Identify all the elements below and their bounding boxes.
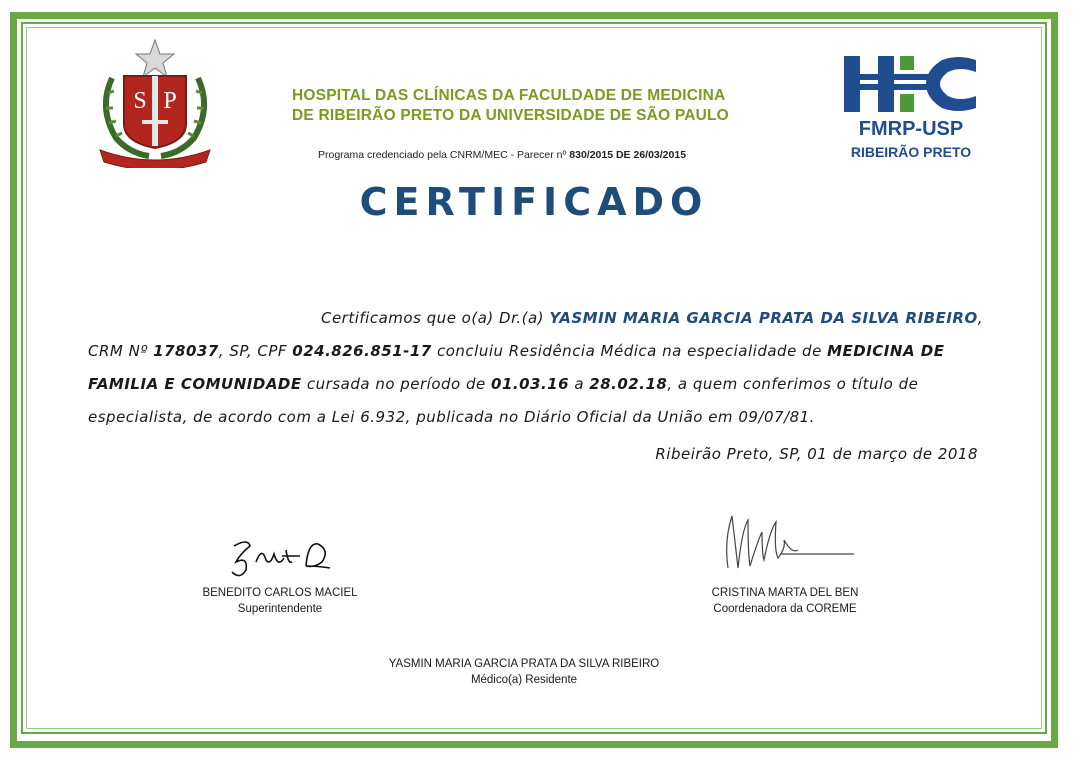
hospital-name	[292, 86, 762, 126]
program-accreditation	[318, 149, 758, 161]
body-paragraph	[88, 335, 983, 434]
end-date: 28.02.18	[589, 375, 668, 393]
place-and-date: Ribeirão Preto, SP, 01 de março de 2018	[655, 445, 978, 463]
signer-name: BENEDITO CARLOS MACIEL	[202, 587, 358, 599]
signer-name: CRISTINA MARTA DEL BEN	[711, 587, 859, 599]
body-comma: ,	[977, 309, 983, 327]
start-date: 01.03.16	[491, 375, 570, 393]
body-text-d: , a quem conferimos o título de especialista, de acordo com a Lei 6.932, publicada no Diário Oficial da União em 09/07/81.	[88, 375, 919, 426]
program-prefix: Programa credenciado pela CNRM/MEC - Parecer nº	[318, 149, 570, 161]
signer-role: Coordenadora da COREME	[713, 603, 857, 615]
crm-number: 178037	[153, 342, 219, 360]
cpf-label: , SP, CPF	[218, 342, 293, 360]
signature-superintendent-icon	[226, 532, 336, 587]
signature-block-coordinator	[685, 585, 885, 617]
signature-block-superintendent	[180, 585, 380, 617]
hospital-name-line1: HOSPITAL DAS CLÍNICAS DA FACULDADE DE MEDICINA	[292, 87, 726, 104]
body-text-b: cursada no período de	[301, 375, 492, 393]
logo-text-fmrp-usp: FMRP-USP	[858, 118, 964, 140]
body-intro: Certificamos que o(a) Dr.(a)	[320, 309, 550, 327]
body-text-c: a	[569, 375, 590, 393]
logo-text-ribeirao-preto: RIBEIRÃO PRETO	[850, 144, 972, 160]
certificate-body	[88, 302, 983, 434]
recipient-name: YASMIN MARIA GARCIA PRATA DA SILVA RIBEIRO	[549, 309, 978, 327]
signer-role: Superintendente	[237, 603, 323, 615]
specialty: MEDICINA DE FAMILIA E COMUNIDADE	[88, 342, 945, 393]
cpf-number: 024.826.851-17	[292, 342, 432, 360]
sao-paulo-seal-icon	[94, 38, 216, 168]
certificate-title: CERTIFICADO	[359, 180, 709, 224]
svg-text:P: P	[163, 88, 177, 114]
signature-block-resident	[374, 656, 674, 688]
signer-role: Médico(a) Residente	[470, 674, 578, 686]
body-text-a: concluiu Residência Médica na especialidade de	[431, 342, 828, 360]
signature-coordinator-icon	[718, 510, 858, 580]
signer-name: YASMIN MARIA GARCIA PRATA DA SILVA RIBEIRO	[388, 658, 660, 670]
hospital-name-line2: DE RIBEIRÃO PRETO DA UNIVERSIDADE DE SÃO PAULO	[292, 107, 729, 124]
svg-text:S: S	[133, 88, 147, 114]
crm-label: CRM Nº	[88, 342, 154, 360]
body-line-1	[88, 302, 983, 335]
program-reference: 830/2015 DE 26/03/2015	[569, 149, 687, 161]
